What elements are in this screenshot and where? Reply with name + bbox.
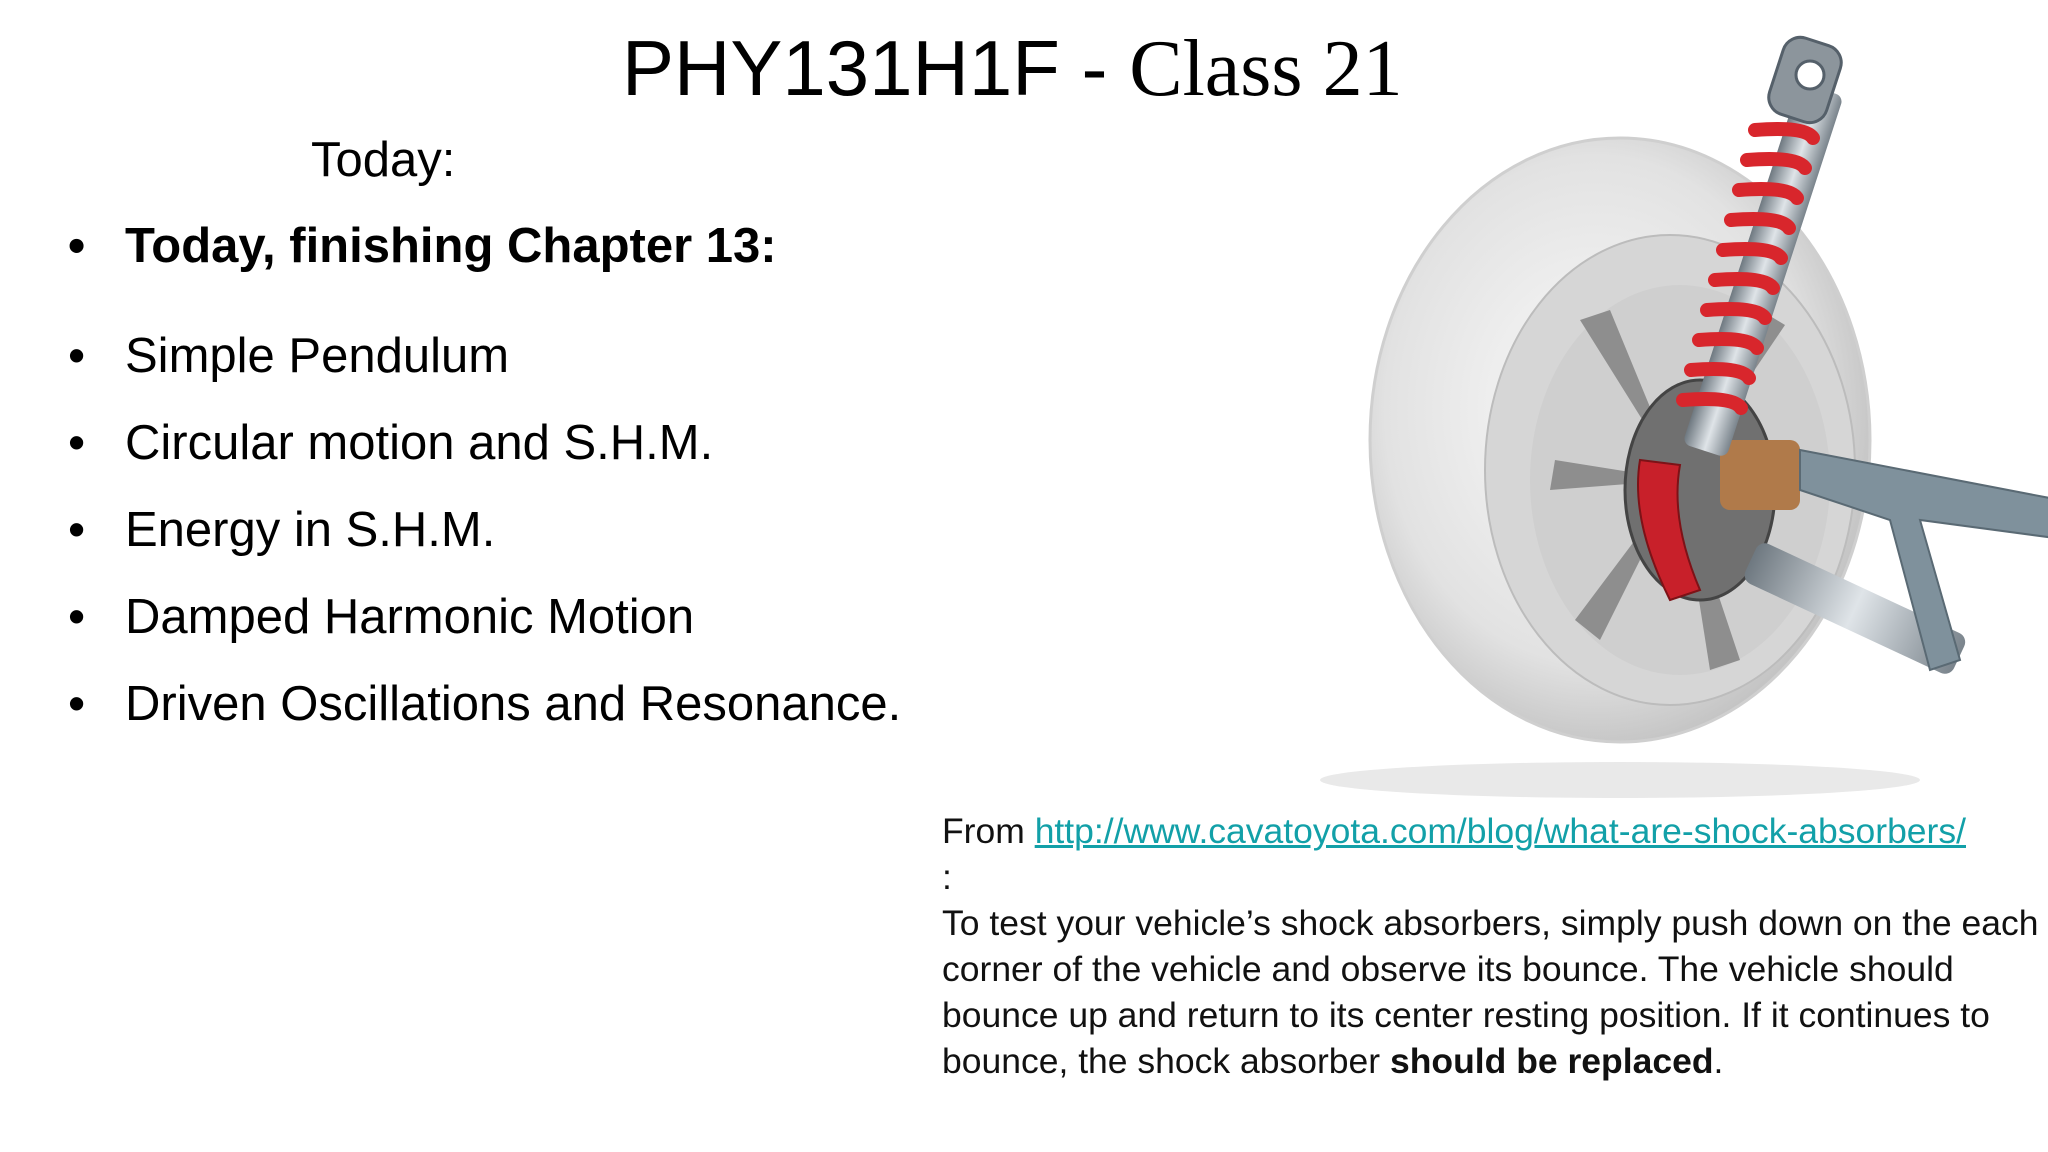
class-number: Class 21 <box>1129 25 1403 113</box>
source-note <box>942 808 2048 1084</box>
source-link[interactable]: http://www.cavatoyota.com/blog/what-are-shock-absorbers/ <box>1034 811 1966 851</box>
bullet-dot: • <box>68 590 86 644</box>
topic-text: Simple Pendulum <box>125 329 510 383</box>
topic-text: Damped Harmonic Motion <box>125 590 695 644</box>
body-end: . <box>1713 1041 1724 1081</box>
bullet-dot: • <box>68 503 86 557</box>
course-code: PHY131H1F <box>622 24 1060 112</box>
bullet-dot: • <box>68 329 86 383</box>
today-label: Today: <box>311 133 456 187</box>
topic-text: Driven Oscillations and Resonance. <box>125 677 902 731</box>
topic-item <box>68 326 509 386</box>
bullet-dot: • <box>68 677 86 731</box>
source-line <box>942 808 2048 854</box>
wheel-shock-absorber-image <box>1200 20 2048 800</box>
bullet-dot: • <box>68 219 86 273</box>
topic-text: Circular motion and S.H.M. <box>125 416 714 470</box>
hub-bracket <box>1720 440 1800 510</box>
body-text: To test your vehicle’s shock absorbers, simply push down on the each corner of the vehicle and observe its bounce. The vehicle should bounce up and return to its center resting position. If it continues to bounce, the shock absorber <box>942 903 2039 1081</box>
topic-item <box>68 413 713 473</box>
topic-text: Energy in S.H.M. <box>125 503 496 557</box>
mount-hole <box>1796 61 1824 89</box>
topic-item <box>68 500 495 560</box>
topic-item <box>68 216 777 276</box>
topic-item <box>68 674 901 734</box>
topic-item <box>68 587 694 647</box>
from-label: From <box>942 811 1035 851</box>
topic-text: Today, finishing Chapter 13: <box>125 219 777 273</box>
source-colon: : <box>942 857 952 897</box>
title-separator: - <box>1059 24 1130 112</box>
emphasis-text: should be replaced <box>1389 1041 1714 1081</box>
ground-shadow <box>1320 762 1920 798</box>
source-body <box>942 900 2048 1084</box>
bullet-dot: • <box>68 416 86 470</box>
